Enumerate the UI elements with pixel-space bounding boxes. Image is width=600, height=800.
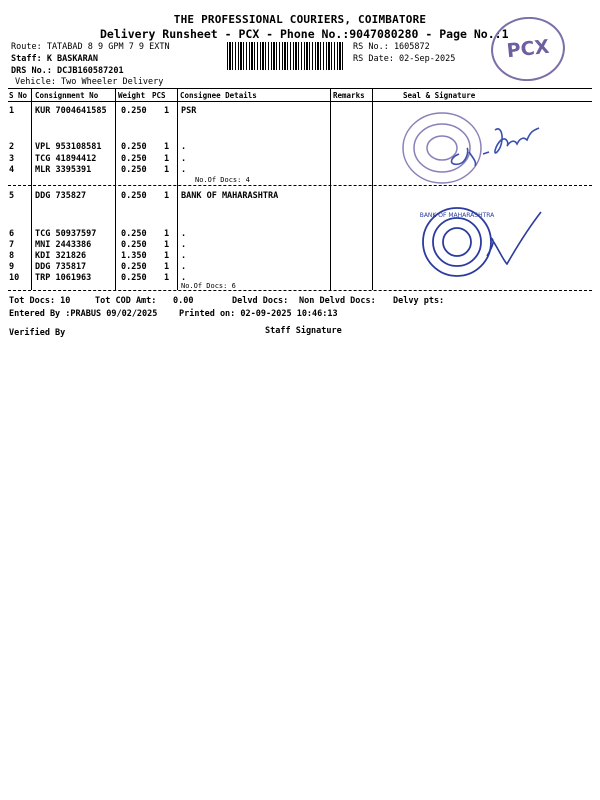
verified-by: Verified By [9, 328, 66, 338]
docs-count: No.Of Docs: 6 [181, 282, 236, 290]
row-consignee: . [181, 154, 187, 164]
col-divider-remarks [372, 88, 373, 290]
row-weight: 1.350 [121, 251, 147, 261]
row-pcs: 1 [164, 251, 170, 261]
row-consignee: . [181, 165, 187, 175]
signature-2 [485, 210, 545, 270]
row-sno: 4 [9, 165, 15, 175]
col-divider-sno [31, 88, 32, 290]
row-consignee: . [181, 229, 187, 239]
row-pcs: 1 [164, 106, 170, 116]
table-top-rule [8, 88, 592, 89]
row-sno: 1 [9, 106, 15, 116]
row-sno: 6 [9, 229, 15, 239]
row-consignment-no: MLR 3395391 [35, 165, 92, 175]
row-weight: 0.250 [121, 191, 147, 201]
row-pcs: 1 [164, 240, 170, 250]
row-sno: 10 [9, 273, 20, 283]
group-separator [8, 185, 592, 186]
delivery-points: Delvy pts: [393, 296, 445, 306]
row-pcs: 1 [164, 154, 170, 164]
row-weight: 0.250 [121, 229, 147, 239]
row-consignment-no: KDI 321826 [35, 251, 87, 261]
table-bottom-rule [8, 290, 592, 291]
row-weight: 0.250 [121, 240, 147, 250]
row-pcs: 1 [164, 229, 170, 239]
row-pcs: 1 [164, 165, 170, 175]
col-header-consignee: Consignee Details [180, 91, 257, 100]
col-divider-cn [115, 88, 116, 290]
row-consignee: . [181, 262, 187, 272]
total-docs: Tot Docs: 10 [9, 296, 71, 306]
row-weight: 0.250 [121, 165, 147, 175]
printed-on: Printed on: 02-09-2025 10:46:13 [179, 309, 338, 319]
drs-number: DRS No.: DCJB160587201 [11, 66, 124, 76]
barcode [227, 42, 345, 70]
total-cod-label: Tot COD Amt: [95, 296, 157, 306]
rs-date: RS Date: 02-Sep-2025 [353, 54, 456, 64]
row-consignment-no: TCG 50937597 [35, 229, 97, 239]
row-consignee: PSR [181, 106, 197, 116]
row-sno: 8 [9, 251, 15, 261]
col-header-seal: Seal & Signature [403, 91, 476, 100]
row-weight: 0.250 [121, 262, 147, 272]
row-weight: 0.250 [121, 106, 147, 116]
signature-1 [445, 110, 545, 170]
row-consignment-no: VPL 953108581 [35, 142, 102, 152]
vehicle-text: Vehicle: Two Wheeler Delivery [15, 77, 164, 87]
row-pcs: 1 [164, 262, 170, 272]
row-sno: 7 [9, 240, 15, 250]
col-header-sno: S No [9, 91, 28, 100]
row-consignment-no: DDG 735817 [35, 262, 87, 272]
row-consignee: . [181, 142, 187, 152]
row-consignment-no: TCG 41894412 [35, 154, 97, 164]
row-sno: 9 [9, 262, 15, 272]
row-pcs: 1 [164, 142, 170, 152]
row-weight: 0.250 [121, 273, 147, 283]
row-consignee: BANK OF MAHARASHTRA [181, 191, 279, 201]
row-consignment-no: KUR 7004641585 [35, 106, 107, 116]
row-consignment-no: DDG 735827 [35, 191, 87, 201]
staff-signature: Staff Signature [265, 326, 342, 336]
col-header-weight: Weight [118, 91, 146, 100]
route-text: Route: TATABAD 8 9 GPM 7 9 EXTN [11, 42, 170, 52]
delivered-docs: Delvd Docs: [232, 296, 289, 306]
total-cod-value: 0.00 [173, 296, 194, 306]
row-pcs: 1 [164, 273, 170, 283]
row-consignment-no: MNI 2443386 [35, 240, 92, 250]
seal-stamp-bank-text: BANK OF MAHARASHTRA [419, 212, 495, 219]
col-header-pcs: PCS [152, 91, 166, 100]
runsheet-title: Delivery Runsheet - PCX - Phone No.:9047080280 - Page No.:1 [100, 27, 509, 41]
row-sno: 2 [9, 142, 15, 152]
row-consignee: . [181, 251, 187, 261]
company-title: THE PROFESSIONAL COURIERS, COIMBATORE [173, 13, 427, 26]
row-sno: 3 [9, 154, 15, 164]
row-consignment-no: TRP 1061963 [35, 273, 92, 283]
row-pcs: 1 [164, 191, 170, 201]
col-divider-consignee [330, 88, 331, 290]
pcx-stamp-text: PCX [505, 35, 551, 63]
col-header-remarks: Remarks [333, 91, 365, 100]
row-sno: 5 [9, 191, 15, 201]
row-weight: 0.250 [121, 154, 147, 164]
non-delivered-docs: Non Delvd Docs: [299, 296, 376, 306]
docs-count: No.Of Docs: 4 [195, 176, 250, 184]
staff-text: Staff: K BASKARAN [11, 54, 98, 64]
rs-number: RS No.: 1605872 [353, 42, 430, 52]
row-consignee: . [181, 240, 187, 250]
row-consignee: . [181, 273, 187, 283]
table-header-rule [8, 101, 592, 102]
row-weight: 0.250 [121, 142, 147, 152]
entered-by: Entered By :PRABUS 09/02/2025 [9, 309, 158, 319]
col-header-consignment: Consignment No [35, 91, 99, 100]
col-divider-pcs [177, 88, 178, 290]
